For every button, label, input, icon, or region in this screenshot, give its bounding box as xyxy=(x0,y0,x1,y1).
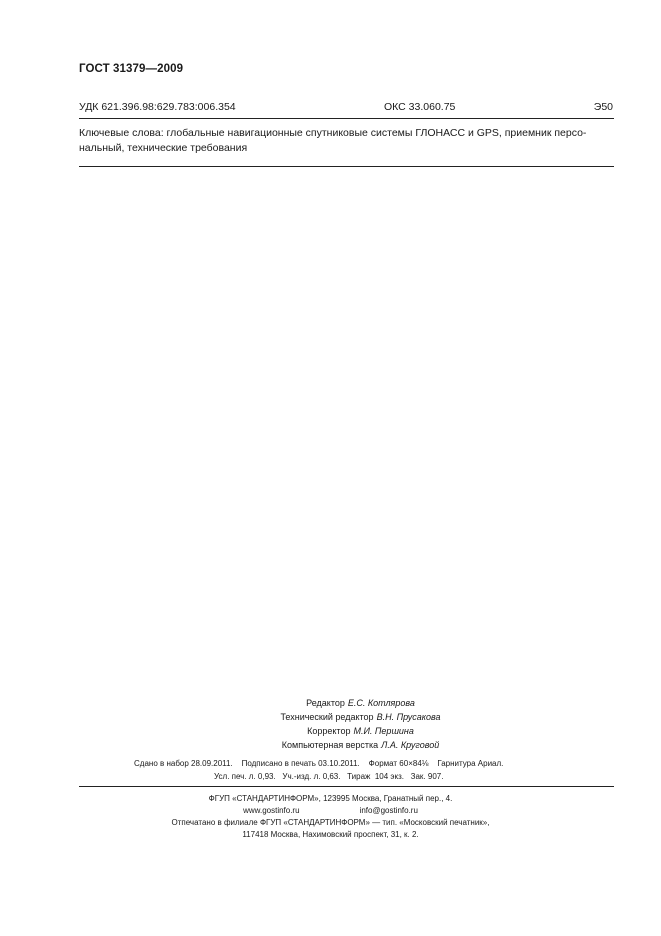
standard-title: ГОСТ 31379—2009 xyxy=(79,63,184,75)
credit-layout xyxy=(30,738,661,752)
divider xyxy=(79,786,614,787)
group-code: Э50 xyxy=(593,101,613,113)
email-link[interactable]: info@gostinfo.ru xyxy=(359,806,418,815)
website-link[interactable]: www.gostinfo.ru xyxy=(243,806,300,815)
credit-editor xyxy=(30,696,661,710)
printer-info: Отпечатано в филиале ФГУП «СТАНДАРТИНФОРМ» — тип. «Московский печатник», xyxy=(171,818,490,827)
udk-code: УДК 621.396.98:629.783:006.354 xyxy=(79,101,236,113)
print-info-line: Сдано в набор 28.09.2011. Подписано в печать 03.10.2011. Формат 60×84⅛ Гарнитура Ариал. xyxy=(134,759,504,768)
credit-label: Редактор xyxy=(306,698,345,708)
divider xyxy=(79,118,614,119)
publisher-address: ФГУП «СТАНДАРТИНФОРМ», 123995 Москва, Гранатный пер., 4. xyxy=(208,794,453,803)
credit-label: Корректор xyxy=(307,726,351,736)
printer-address: 117418 Москва, Нахимовский проспект, 31, к. 2. xyxy=(242,830,419,839)
oks-code: ОКС 33.060.75 xyxy=(384,101,456,113)
credit-corrector xyxy=(30,724,661,738)
credit-name: Е.С. Котлярова xyxy=(347,698,415,708)
keywords-text: Ключевые слова: глобальные навигационные спутниковые системы ГЛОНАСС и GPS, приемник персо-нальный, технические требования xyxy=(79,127,587,154)
publisher-contacts xyxy=(0,805,661,817)
print-info-line: Усл. печ. л. 0,93. Уч.-изд. л. 0,63. Тираж 104 экз. Зак. 907. xyxy=(214,772,444,781)
divider xyxy=(79,166,614,167)
credit-name: В.Н. Прусакова xyxy=(376,712,441,722)
credit-label: Технический редактор xyxy=(280,712,374,722)
credit-name: Л.А. Круговой xyxy=(381,740,440,750)
credit-tech-editor xyxy=(30,710,661,724)
credit-name: М.И. Першина xyxy=(353,726,414,736)
credit-label: Компьютерная верстка xyxy=(281,740,379,750)
